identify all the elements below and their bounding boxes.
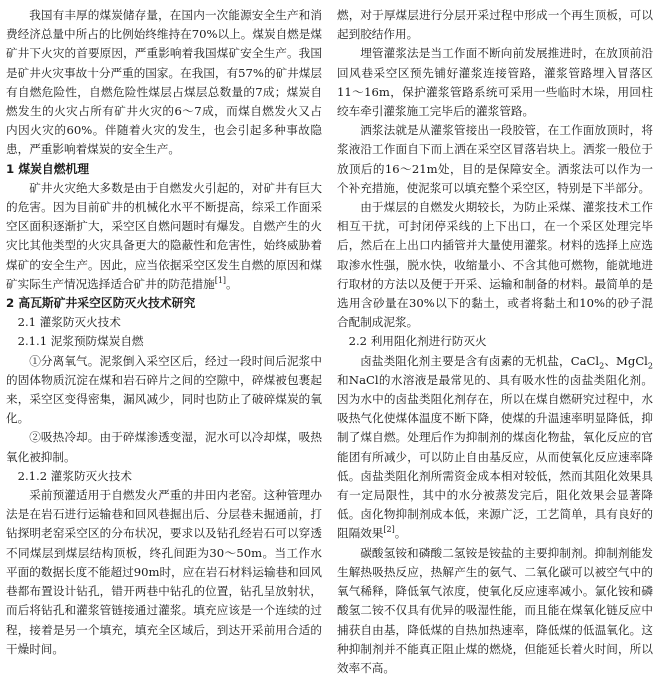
right-column [337, 6, 653, 678]
mechanism-text: 矿井火灾绝大多数是由于自燃发火引起的，对矿井有巨大的危害。因为目前矿井的机械化水平不断提高，综采工作面采空区面积逐渐扩大，采空区自燃问题时有爆发。自燃产生的火灾比其他类型的火灾具备更大的隐蔽性和危害性，始终威胁着煤矿的安全生产。因此，应当依据采空区发生自燃的原因和煤矿实际生产情况选择适合矿井的防范措施 [6, 180, 322, 291]
mechanism-paragraph [6, 179, 322, 294]
continuation-paragraph: 燃，对于厚煤层进行分层开采过程中形成一个再生顶板，可以起到胶结作用。 [337, 8, 653, 42]
section-2-2-heading: 2.2 利用阻化剂进行防灭火 [348, 334, 487, 349]
sprinkle-paragraph: 洒浆法就是从灌浆管接出一段胶管，在工作面放顶时，将浆液沿工作面自下而上洒在采空区冒落岩块上。洒浆一般位于放顶后的16～21m处，目的是保障安全。洒浆法可以作为一个补充措施，使泥浆可以填充整个采空区，特别是下半部分。 [337, 123, 653, 195]
citation-1: [1] [214, 275, 227, 285]
material-paragraph: 由于煤层的自燃发火期较长，为防止采煤、灌浆技术工作相互干扰，可封闭停采线的上下出口，在一个采区处理完毕后，然后在上出口内插管并大量使用灌浆。材料的选择上应选取渗水性强，脱水快，收缩量小、不含其他可燃物，能就地进行取材的方法以及便于开采、运输和制备的材料。最简单的是选用含砂量在30%以下的黏土，或者将黏土和10%的砂子混合配制成泥浆。 [337, 200, 653, 330]
halide-period: 。 [394, 526, 407, 541]
buried-pipe-paragraph: 埋管灌浆法是当工作面不断向前发展推进时，在放顶前沿回风巷采空区预先铺好灌浆连接管路，灌浆管路埋入冒落区11～16m，保护灌浆管路系统可采用一些临时木垛，用回柱绞车牵引灌浆施工完毕后的灌浆管路。 [337, 46, 653, 119]
halide-text-a: 卤盐类阻化剂主要是含有卤素的无机盐，CaCl [360, 353, 600, 368]
section-2-heading: 2 高瓦斯矿井采空区防灭火技术研究 [6, 296, 196, 311]
slurry-cooling-paragraph: ②吸热冷却。由于碎煤渗透变湿，泥水可以冷却煤，吸热氧化被抑制。 [6, 430, 322, 464]
mechanism-period: 。 [226, 276, 238, 291]
citation-2: [2] [383, 525, 395, 535]
halide-text-b: 、MgCl [604, 353, 648, 368]
section-2-1-1-heading: 2.1.1 泥浆预防煤炭自燃 [17, 334, 144, 349]
section-2-1-2-heading: 2.1.2 灌浆防灭火技术 [17, 468, 132, 483]
section-2-1-heading: 2.1 灌浆防灭火技术 [17, 315, 121, 330]
subscript-cacl2: 2 [599, 360, 605, 370]
grouting-technique-paragraph: 采前预灌适用于自燃发火严重的井田内老窑。这种管理办法是在岩石进行运输巷和回风巷掘出后、分层巷未掘通前，打钻探明老窑采空区的分布状况，要求以及钻孔经岩石可以穿透不同煤层到煤层结构顶板，终孔间距为30～50m。当工作水平面的数据长度不能超过90m时，应在岩石材料运输巷和回风巷都布置设计钻孔，错开两巷中钻孔的位置，钻孔呈放射状，而后将钻孔和灌浆管链接通过灌浆。填充应该是一个连续的过程，接着是另一个填充，填充全区域后，到达开采前用合适的干燥时间。 [6, 488, 322, 656]
left-column [6, 6, 322, 659]
halide-inhibitor-paragraph [337, 352, 653, 544]
halide-text-c: 和NaCl的水溶液是最常见的、具有吸水性的卤盐类阻化剂。因为水中的卤盐类阻化剂存在，所以在煤自燃研究过程中，水吸热气化使煤体温度不断下降，使煤的升温速率明显降低，抑制了煤自燃。处理后作为抑制剂的煤卤化物盐，氧化反应的官能团有所减少，可以防止自由基反应，从而使氧化反应速率降低。卤盐类阻化剂所需资金成本相对较低，然而其阻化效果具有一定局限性，其中的水分被蒸发完后，阻化效果会显著降低。卤化物抑制剂成本低，来源广泛，工艺简单，具有良好的阻隔效果 [337, 372, 653, 541]
subscript-mgcl2: 2 [647, 360, 653, 370]
ammonium-inhibitor-paragraph: 碳酸氢铵和磷酸二氢铵是铵盐的主要抑制剂。抑制剂能发生解热吸热反应，热解产生的氨气、二氧化碳可以被空气中的氧气稀释，降低氧气浓度，使氧化反应速率减小。氯化铵和磷酸氢二铵不仅具有优异的吸湿性能，而且能在煤氧化链反应中捕获自由基，降低煤的自热加热速率，降低煤的低温氧化。这种抑制剂并不能真正阻止煤的燃烧，但能延长着火时间，所以效率不高。 [337, 545, 653, 675]
slurry-separation-paragraph: ①分离氧气。泥浆倒入采空区后，经过一段时间后泥浆中的固体物质沉淀在煤和岩石碎片之间的空隙中，碎煤被包裹起来，采空区变得密集，漏风减少，同时也防止了破碎煤炭的氧化。 [6, 353, 322, 426]
intro-paragraph: 我国有丰厚的煤炭储存量，在国内一次能源安全生产和消费经济总量中所占的比例始终维持在70%以上。煤炭自燃是煤矿井下火灾的首要原因，严重影响着我国煤矿安全生产。我国是矿井火灾事故十分严重的国家。在我国，有57%的矿井煤层有自燃危险性，自燃危险性煤层占煤层总数量的7成；煤炭自燃发生的火灾占所有矿井火灾的6～7成，而煤自燃发火又占内因火灾的60%。伴随着火灾的发生，也会引起多种事故隐患，严重影响着煤炭的安全生产。 [6, 8, 322, 157]
section-1-heading: 1 煤炭自燃机理 [6, 161, 90, 176]
